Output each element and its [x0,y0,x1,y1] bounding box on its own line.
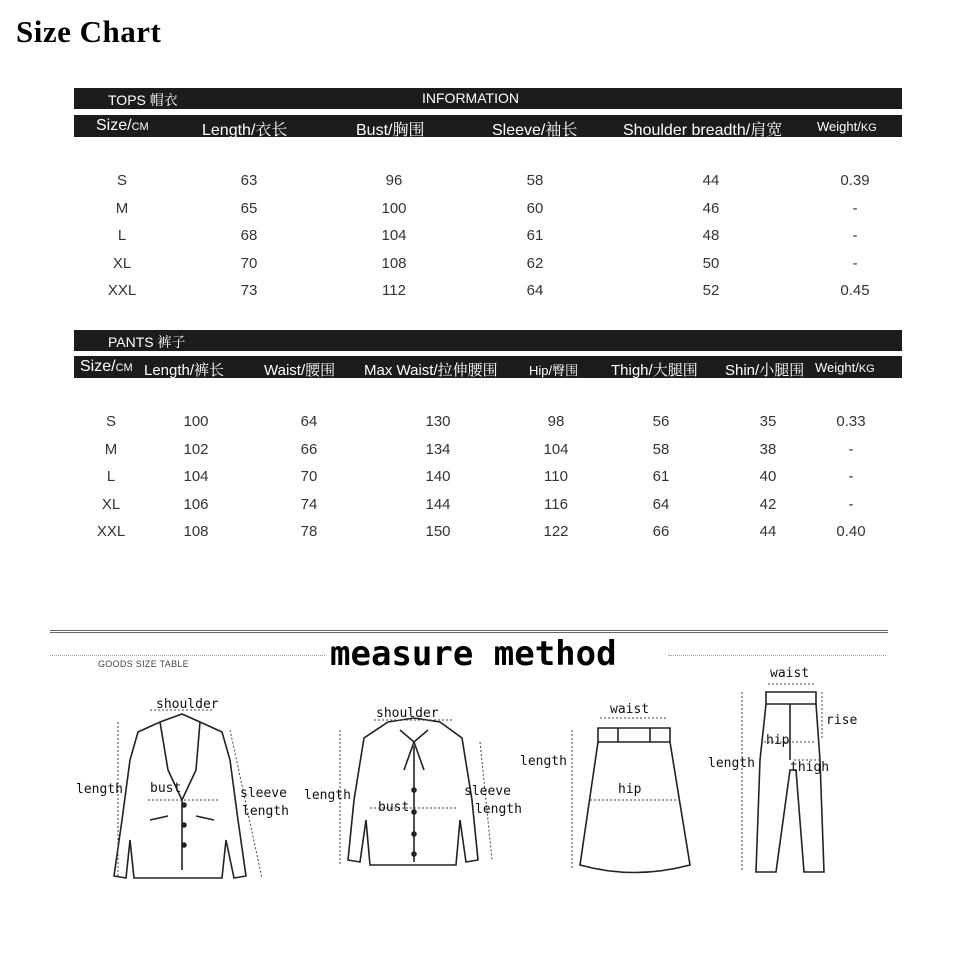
pants-cell-shin: 42 [759,495,777,513]
pants-cell-shin: 44 [759,523,777,540]
pants-col-length: Length/裤长 [144,362,225,379]
trousers-waist-label: waist [770,666,810,681]
pants-cell-length: 108 [183,523,209,540]
pants-cell-waist: 66 [300,440,318,458]
pants-cell-weight: 0.40 [836,523,866,540]
jacket-shoulder-label: shoulder [156,697,219,712]
pants-cell-max-waist: 130 [425,413,451,430]
tops-cell-bust: 104 [381,227,407,244]
tops-cell-weight: - [852,227,858,244]
pants-cell-size: L [106,468,116,485]
tops-cell-bust: 100 [381,199,407,217]
pants-cell-length: 104 [183,468,209,485]
information-label: INFORMATION [422,90,519,106]
tops-cell-sleeve: 64 [526,282,544,299]
pants-cell-thigh: 61 [652,468,670,485]
pants-cell-max-waist: 144 [425,495,451,513]
jacket-bust-label: bust [150,781,182,796]
tops-cell-size: S [116,172,128,189]
tops-cell-weight: - [852,254,858,272]
pants-col-waist: Waist/腰围 [264,362,336,379]
tops-cell-sleeve: 61 [526,227,544,244]
tops-cell-shoulder: 50 [702,254,720,272]
tops-col-weight: Weight/KG [817,119,877,134]
pants-cell-weight: - [848,468,854,485]
tops-label: TOPS 帽衣 [108,92,178,108]
page-title: Size Chart [16,14,162,49]
pants-cell-hip: 104 [543,440,569,458]
tops-col-length: Length/衣长 [202,122,288,139]
trousers-hip-label: hip [766,733,790,748]
pants-cell-size: M [104,440,118,458]
pants-cell-length: 100 [183,413,209,430]
pants-col-weight: Weight/KG [815,360,875,375]
pants-cell-hip: 110 [544,468,568,485]
blouse-shoulder-label: shoulder [376,706,439,721]
pants-cell-weight: - [848,440,854,458]
tops-col-shoulder: Shoulder breadth/肩宽 [623,122,783,139]
tops-cell-bust: 108 [381,254,407,272]
pants-cell-length: 106 [183,495,209,513]
tops-col-sleeve: Sleeve/袖长 [492,122,578,139]
jacket-illustration [114,714,246,878]
pants-cell-max-waist: 140 [425,468,451,485]
tops-cell-shoulder: 52 [702,282,720,299]
tops-cell-shoulder: 46 [702,199,720,217]
blouse-sleeve-length-label: length [475,802,522,817]
pants-cell-size: XL [101,495,121,513]
pants-cell-max-waist: 134 [425,440,451,458]
pants-cell-thigh: 58 [652,440,670,458]
tops-cell-size: L [117,227,127,244]
pants-cell-weight: 0.33 [836,413,866,430]
tops-cell-sleeve: 62 [526,254,544,272]
pants-cell-shin: 35 [759,413,777,430]
trousers-length-label: length [708,756,755,771]
pants-cell-thigh: 66 [652,523,670,540]
goods-size-table-label: GOODS SIZE TABLE [98,659,189,669]
pants-label: PANTS 裤子 [108,334,186,350]
tops-cell-weight: 0.45 [840,282,870,299]
pants-col-hip: Hip/臀围 [529,363,579,378]
blouse-length-label: length [304,788,351,803]
trousers-rise-label: rise [826,713,858,728]
tops-cell-sleeve: 60 [526,199,544,217]
pants-cell-waist: 70 [300,468,318,485]
tops-cell-length: 68 [240,227,258,244]
pants-cell-max-waist: 150 [425,523,451,540]
tops-cell-shoulder: 44 [702,172,720,189]
pants-cell-thigh: 64 [652,495,670,513]
measure-method-title: measure method [330,634,617,674]
tops-cell-size: XL [112,254,132,272]
pants-col-size: Size/CM [80,358,133,375]
tops-cell-weight: 0.39 [840,172,870,189]
tops-cell-length: 73 [240,282,258,299]
skirt-length-label: length [520,754,567,769]
pants-cell-shin: 40 [759,468,777,485]
pants-cell-hip: 116 [544,495,568,513]
pants-cell-waist: 74 [300,495,318,513]
tops-cell-length: 70 [240,254,258,272]
skirt-hip-label: hip [618,782,642,797]
tops-cell-weight: - [852,199,858,217]
tops-cell-bust: 96 [385,172,403,189]
pants-cell-waist: 78 [300,523,318,540]
pants-cell-weight: - [848,495,854,513]
tops-cell-length: 63 [240,172,258,189]
jacket-sleeve-label: sleeve [240,786,287,801]
tops-cell-sleeve: 58 [526,172,544,189]
trousers-thigh-label: thigh [790,760,830,775]
tops-cell-size: M [115,199,129,217]
blouse-bust-label: bust [378,800,410,815]
jacket-sleeve-length-label: length [242,804,289,819]
tops-col-size: Size/CM [96,117,149,134]
pants-cell-length: 102 [183,440,209,458]
pants-col-max-waist: Max Waist/拉伸腰围 [364,362,498,379]
pants-cell-size: S [105,413,117,430]
tops-cell-size: XXL [107,282,137,299]
pants-cell-thigh: 56 [652,413,670,430]
skirt-waist-label: waist [610,702,650,717]
tops-cell-bust: 112 [382,282,406,299]
pants-cell-hip: 122 [543,523,569,540]
pants-cell-shin: 38 [759,440,777,458]
tops-col-bust: Bust/胸围 [356,122,425,139]
blouse-illustration [348,718,478,865]
blouse-sleeve-label: sleeve [464,784,511,799]
tops-cell-shoulder: 48 [702,227,720,244]
pants-cell-hip: 98 [547,413,565,430]
pants-cell-size: XXL [96,523,126,540]
pants-cell-waist: 64 [300,413,318,430]
tops-cell-length: 65 [240,199,258,217]
trousers-illustration [756,692,824,872]
jacket-length-label: length [76,782,123,797]
pants-col-shin: Shin/小腿围 [725,362,805,379]
pants-col-thigh: Thigh/大腿围 [611,362,698,379]
